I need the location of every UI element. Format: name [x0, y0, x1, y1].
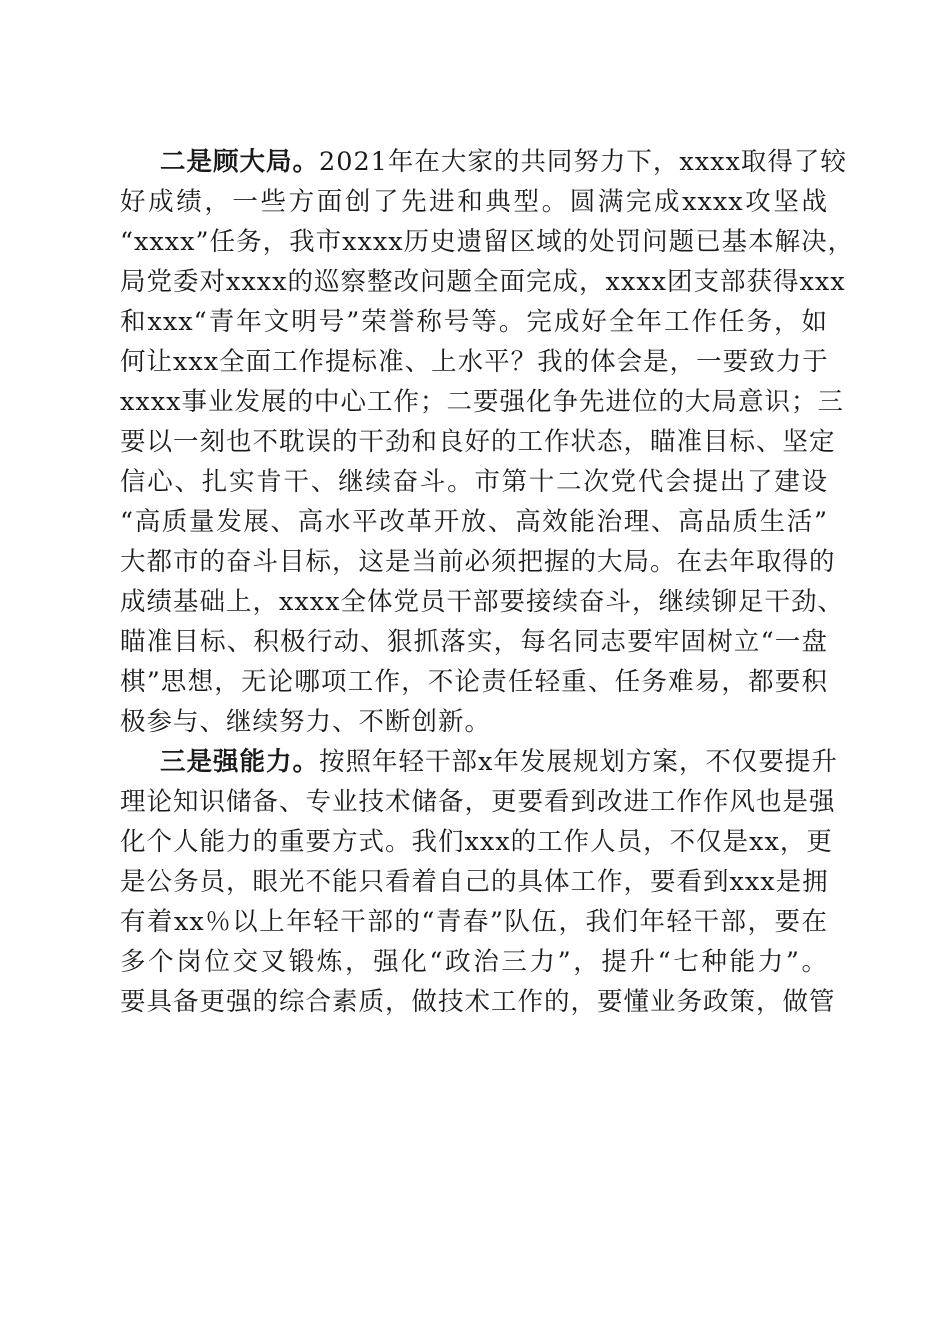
paragraph-lead: 二是顾大局。 — [160, 147, 320, 177]
paragraph-line: 二是顾大局。2021年在大家的共同努力下，xxxx取得了较 — [160, 147, 847, 177]
paragraph-line: 是公务员，眼光不能只看着自己的具体工作，要看到xxx是拥 — [120, 867, 829, 897]
paragraph-line: 信心、扎实肯干、继续奋斗。市第十二次党代会提出了建设 — [120, 467, 828, 497]
paragraph-line: 极参与、继续努力、不断创新。 — [120, 707, 492, 737]
paragraph-line: 成绩基础上，xxxx全体党员干部要接续奋斗，继续铆足干劲、 — [120, 587, 845, 617]
paragraph-line: 大都市的奋斗目标，这是当前必须把握的大局。在去年取得的 — [120, 547, 836, 577]
paragraph-line: 三是强能力。按照年轻干部x年发展规划方案，不仅要提升 — [160, 747, 838, 777]
paragraph-line: “xxxx”任务，我市xxxx历史遗留区域的处罚问题已基本解决， — [120, 227, 855, 257]
paragraph-line: 和xxx“青年文明号”荣誉称号等。完成好全年工作任务，如 — [120, 307, 828, 337]
document-body — [120, 142, 855, 1022]
paragraph-line: 理论知识储备、专业技术储备，更要看到改进工作作风也是强 — [120, 787, 836, 817]
paragraph-lead: 三是强能力。 — [160, 747, 320, 777]
paragraph-line: 棋”思想，无论哪项工作，不论责任轻重、任务难易，都要积 — [120, 667, 828, 697]
paragraph-line: “高质量发展、高水平改革开放、高效能治理、高品质生活” — [120, 507, 828, 537]
paragraph-line: 多个岗位交叉锻炼，强化“政治三力”，提升“七种能力”。 — [120, 947, 828, 977]
paragraph-line: 何让xxx全面工作提标准、上水平？我的体会是，一要致力于 — [120, 347, 829, 377]
paragraph-line: 好成绩，一些方面创了先进和典型。圆满完成xxxx攻坚战 — [120, 187, 828, 217]
paragraph-line: 有着xx％以上年轻干部的“青春”队伍，我们年轻干部，要在 — [120, 907, 828, 937]
paragraph-line: xxxx事业发展的中心工作；二要强化争先进位的大局意识；三 — [120, 387, 845, 417]
paragraph-line: 要以一刻也不耽误的干劲和良好的工作状态，瞄准目标、坚定 — [120, 427, 836, 457]
paragraph-line: 瞄准目标、积极行动、狠抓落实，每名同志要牢固树立“一盘 — [120, 627, 828, 657]
paragraph-line: 化个人能力的重要方式。我们xxx的工作人员，不仅是xx，更 — [120, 827, 833, 857]
paragraph-line: 局党委对xxxx的巡察整改问题全面完成，xxxx团支部获得xxx — [120, 267, 846, 297]
paragraph-line: 要具备更强的综合素质，做技术工作的，要懂业务政策，做管 — [120, 987, 836, 1017]
